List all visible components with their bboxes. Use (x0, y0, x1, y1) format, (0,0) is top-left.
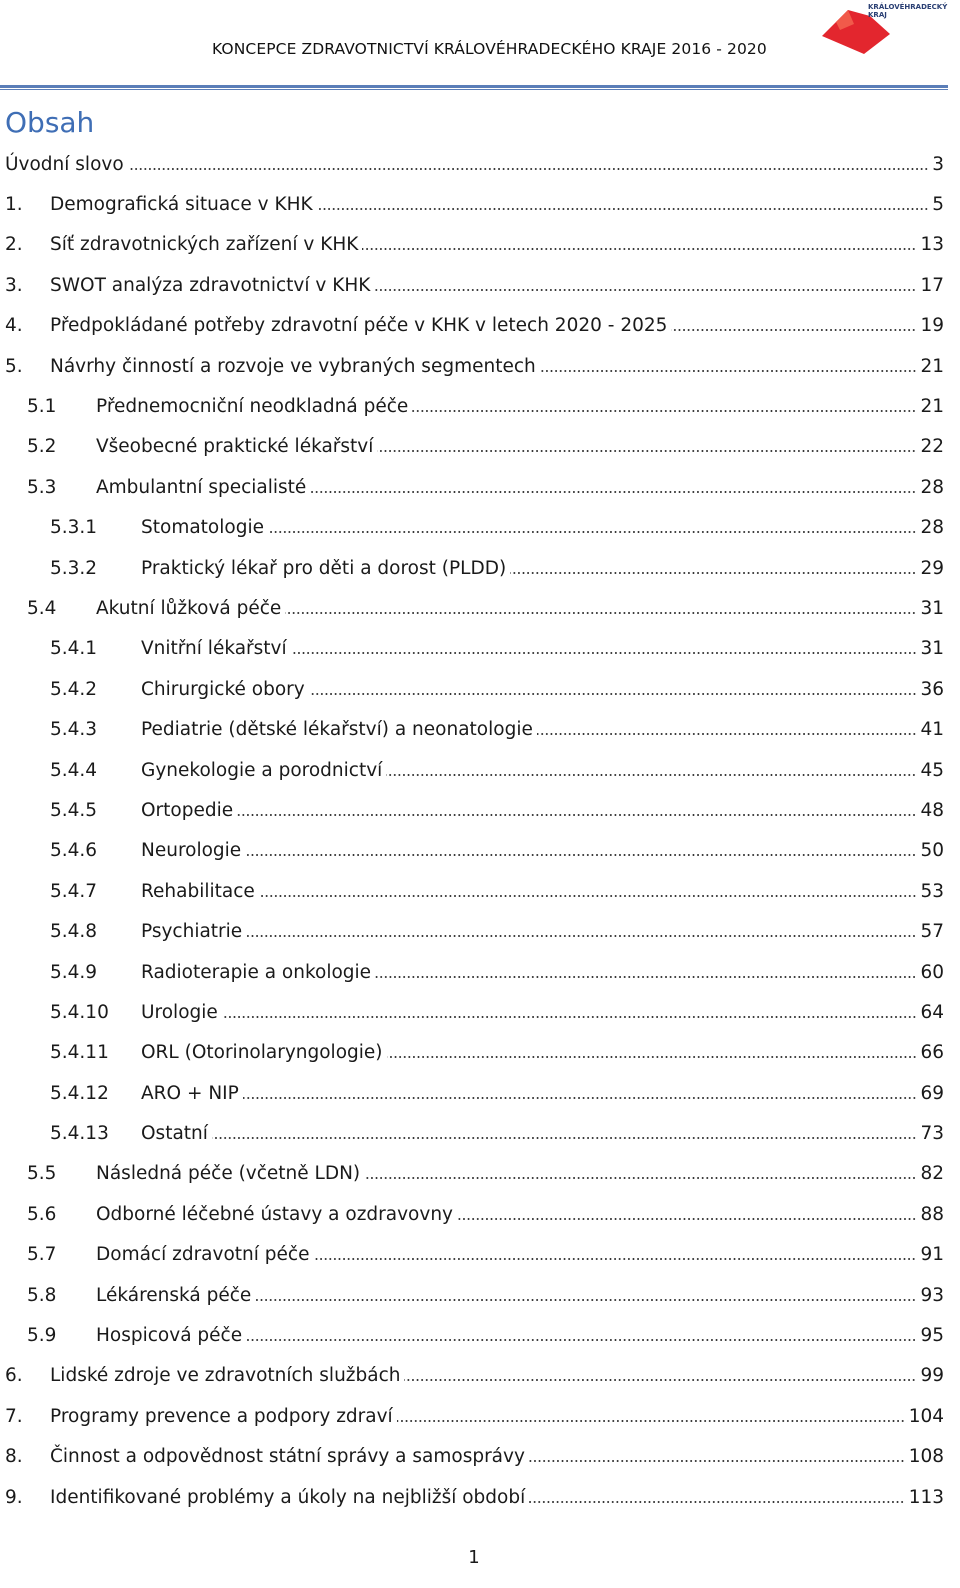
toc-entry-number: 3. (5, 274, 23, 296)
toc-entry-page: 48 (920, 799, 944, 821)
toc-entry-title: Ambulantní specialisté (96, 476, 307, 498)
toc-entry[interactable] (0, 184, 944, 224)
region-logo-text (868, 3, 947, 19)
toc-entry-page: 31 (920, 597, 944, 619)
toc-entry-title: Síť zdravotnických zařízení v KHK (50, 234, 359, 256)
toc-entry[interactable] (0, 1356, 944, 1396)
logo-text-line2: KRAJ (868, 11, 887, 19)
toc-entry-title: Praktický lékař pro děti a dorost (PLDD) (141, 557, 507, 579)
toc-dot-leader (529, 1460, 905, 1462)
toc-entry-number: 5.4.12 (50, 1082, 109, 1104)
toc-entry-number: 5.4.4 (50, 759, 98, 781)
toc-dot-leader (246, 1339, 916, 1341)
toc-dot-leader (397, 1420, 905, 1422)
toc-entry-title: ORL (Otorinolaryngologie) (141, 1042, 383, 1064)
logo-text-line1: KRÁLOVÉHRADECKÝ (868, 3, 948, 11)
toc-entry-page: 3 (932, 153, 944, 175)
toc-entry[interactable] (0, 225, 944, 265)
toc-entry[interactable] (0, 1477, 944, 1517)
toc-entry-title: Rehabilitace (141, 880, 255, 902)
toc-entry-page: 66 (920, 1042, 944, 1064)
toc-dot-leader (374, 289, 916, 291)
toc-entry-number: 5.4.7 (50, 880, 98, 902)
toc-entry-number: 5.3.2 (50, 557, 98, 579)
toc-entry-number: 5.4.6 (50, 840, 98, 862)
toc-entry-title: Demografická situace v KHK (50, 194, 313, 216)
toc-dot-leader (309, 693, 917, 695)
toc-entry-page: 19 (920, 315, 944, 337)
toc-entry-page: 21 (920, 355, 944, 377)
toc-entry-title: Akutní lůžková péče (96, 597, 282, 619)
toc-entry-page: 73 (920, 1123, 944, 1145)
toc-entry[interactable] (0, 427, 944, 467)
toc-entry-title: Lidské zdroje ve zdravotních službách (50, 1365, 401, 1387)
toc-entry-title: Přednemocniční neodkladná péče (96, 396, 409, 418)
toc-entry-number: 5.5 (27, 1163, 57, 1185)
region-logo (818, 0, 958, 62)
toc-entry-title: Domácí zdravotní péče (96, 1244, 310, 1266)
toc-entry[interactable] (0, 750, 944, 790)
toc-entry[interactable] (0, 992, 944, 1032)
toc-entry-title: Úvodní slovo (5, 153, 124, 175)
toc-dot-leader (404, 1379, 916, 1381)
toc-dot-leader (255, 1299, 916, 1301)
toc-entry-number: 2. (5, 234, 23, 256)
toc-dot-leader (375, 976, 916, 978)
table-of-contents (0, 144, 944, 1517)
toc-dot-leader (310, 491, 916, 493)
toc-entry-page: 17 (920, 274, 944, 296)
toc-entry-number: 7. (5, 1405, 23, 1427)
toc-entry-title: Chirurgické obory (141, 678, 305, 700)
toc-entry-page: 82 (920, 1163, 944, 1185)
toc-entry-number: 5.9 (27, 1325, 57, 1347)
toc-dot-leader (540, 370, 917, 372)
toc-dot-leader (245, 854, 916, 856)
toc-entry-title: Pediatrie (dětské lékařství) a neonatologie (141, 719, 533, 741)
toc-entry-title: Ostatní (141, 1123, 208, 1145)
toc-entry-title: Lékárenská péče (96, 1284, 252, 1306)
toc-entry[interactable] (0, 1113, 944, 1153)
toc-entry-title: Návrhy činností a rozvoje ve vybraných segmentech (50, 355, 536, 377)
toc-entry-number: 5. (5, 355, 23, 377)
toc-entry[interactable] (0, 1275, 944, 1315)
toc-entry[interactable] (0, 1154, 944, 1194)
toc-dot-leader (377, 450, 916, 452)
toc-entry-page: 88 (920, 1203, 944, 1225)
toc-entry-number: 5.4.8 (50, 921, 98, 943)
toc-dot-leader (259, 895, 917, 897)
toc-dot-leader (317, 208, 929, 210)
toc-entry-title: ARO + NIP (141, 1082, 239, 1104)
toc-dot-leader (291, 652, 917, 654)
toc-entry-title: Hospicová péče (96, 1325, 243, 1347)
toc-entry-page: 60 (920, 961, 944, 983)
toc-entry-page: 36 (920, 678, 944, 700)
toc-dot-leader (510, 572, 916, 574)
toc-entry-title: Následná péče (včetně LDN) (96, 1163, 361, 1185)
toc-entry[interactable] (0, 1396, 944, 1436)
toc-entry-number: 5.4.2 (50, 678, 98, 700)
toc-entry-page: 28 (920, 517, 944, 539)
toc-entry[interactable] (0, 588, 944, 628)
toc-entry-number: 5.1 (27, 396, 57, 418)
toc-dot-leader (364, 1177, 916, 1179)
toc-entry-page: 64 (920, 1001, 944, 1023)
toc-entry[interactable] (0, 1315, 944, 1355)
toc-entry-number: 5.8 (27, 1284, 57, 1306)
toc-entry-number: 4. (5, 315, 23, 337)
toc-entry-page: 57 (920, 921, 944, 943)
header-rule (0, 85, 948, 88)
toc-dot-leader (237, 814, 916, 816)
toc-entry-page: 93 (920, 1284, 944, 1306)
toc-dot-leader (268, 531, 916, 533)
toc-entry-title: Radioterapie a onkologie (141, 961, 372, 983)
toc-entry[interactable] (0, 1033, 944, 1073)
toc-entry[interactable] (0, 952, 944, 992)
toc-entry-number: 1. (5, 194, 23, 216)
toc-entry-page: 41 (920, 719, 944, 741)
toc-entry-number: 5.4.5 (50, 799, 98, 821)
toc-entry-number: 5.4.13 (50, 1123, 109, 1145)
toc-entry-page: 113 (908, 1486, 944, 1508)
toc-dot-leader (457, 1218, 916, 1220)
toc-entry-number: 5.4.1 (50, 638, 98, 660)
toc-entry[interactable] (0, 1194, 944, 1234)
toc-dot-leader (529, 1501, 904, 1503)
toc-entry-number: 5.3 (27, 476, 57, 498)
toc-dot-leader (671, 329, 916, 331)
toc-entry-number: 5.7 (27, 1244, 57, 1266)
toc-dot-leader (243, 1097, 917, 1099)
toc-entry-number: 5.2 (27, 436, 57, 458)
toc-entry[interactable] (0, 467, 944, 507)
toc-entry-page: 29 (920, 557, 944, 579)
toc-dot-leader (412, 410, 916, 412)
toc-dot-leader (537, 733, 917, 735)
toc-entry[interactable] (0, 346, 944, 386)
document-header-title: KONCEPCE ZDRAVOTNICTVÍ KRÁLOVÉHRADECKÉHO KRAJE 2016 - 2020 (212, 40, 767, 58)
toc-entry[interactable] (0, 629, 944, 669)
page-number: 1 (468, 1547, 480, 1568)
toc-entry[interactable] (0, 548, 944, 588)
toc-entry[interactable] (0, 1235, 944, 1275)
toc-entry[interactable] (0, 1073, 944, 1113)
toc-entry-page: 22 (920, 436, 944, 458)
toc-entry-number: 5.6 (27, 1203, 57, 1225)
toc-entry-page: 50 (920, 840, 944, 862)
toc-entry-number: 5.4 (27, 597, 57, 619)
toc-entry-number: 5.3.1 (50, 517, 98, 539)
toc-heading: Obsah (5, 106, 95, 139)
toc-entry-number: 5.4.10 (50, 1001, 109, 1023)
toc-entry[interactable] (0, 1437, 944, 1477)
toc-dot-leader (313, 1258, 916, 1260)
toc-entry-number: 9. (5, 1486, 23, 1508)
toc-entry-page: 28 (920, 476, 944, 498)
toc-dot-leader (246, 935, 916, 937)
toc-entry-page: 13 (920, 234, 944, 256)
toc-entry-title: Ortopedie (141, 799, 234, 821)
toc-entry-page: 108 (908, 1446, 944, 1468)
toc-dot-leader (387, 1056, 917, 1058)
toc-entry-title: Všeobecné praktické lékařství (96, 436, 374, 458)
toc-entry-title: Předpokládané potřeby zdravotní péče v KHK v letech 2020 - 2025 (50, 315, 668, 337)
toc-entry-title: Činnost a odpovědnost státní správy a samosprávy (50, 1446, 525, 1468)
toc-entry[interactable] (0, 386, 944, 426)
toc-entry-page: 31 (920, 638, 944, 660)
toc-dot-leader (212, 1137, 917, 1139)
toc-dot-leader (222, 1016, 917, 1018)
toc-entry-number: 8. (5, 1446, 23, 1468)
toc-entry-title: Programy prevence a podpory zdraví (50, 1405, 393, 1427)
toc-entry-page: 104 (908, 1405, 944, 1427)
toc-entry-title: SWOT analýza zdravotnictví v KHK (50, 274, 371, 296)
toc-entry-number: 5.4.9 (50, 961, 98, 983)
toc-entry-title: Neurologie (141, 840, 242, 862)
toc-entry-page: 69 (920, 1082, 944, 1104)
toc-entry[interactable] (0, 709, 944, 749)
toc-entry-title: Stomatologie (141, 517, 264, 539)
toc-dot-leader (362, 248, 916, 250)
toc-entry-page: 53 (920, 880, 944, 902)
toc-entry[interactable] (0, 265, 944, 305)
toc-entry[interactable] (0, 871, 944, 911)
toc-dot-leader (285, 612, 916, 614)
toc-entry-page: 21 (920, 396, 944, 418)
toc-entry-title: Urologie (141, 1001, 218, 1023)
toc-entry[interactable] (0, 508, 944, 548)
toc-entry-page: 45 (920, 759, 944, 781)
toc-entry-page: 95 (920, 1325, 944, 1347)
header-rule-thin (0, 89, 948, 90)
toc-entry-title: Psychiatrie (141, 921, 243, 943)
toc-entry[interactable] (0, 831, 944, 871)
toc-entry-page: 5 (932, 194, 944, 216)
toc-entry-number: 5.4.3 (50, 719, 98, 741)
toc-entry-title: Vnitřní lékařství (141, 638, 287, 660)
toc-dot-leader (386, 774, 916, 776)
toc-entry-title: Odborné léčebné ústavy a ozdravovny (96, 1203, 453, 1225)
toc-entry-page: 91 (920, 1244, 944, 1266)
toc-entry[interactable] (0, 911, 944, 951)
toc-entry-page: 99 (920, 1365, 944, 1387)
toc-entry-number: 6. (5, 1365, 23, 1387)
toc-dot-leader (128, 168, 929, 170)
toc-entry-title: Gynekologie a porodnictví (141, 759, 383, 781)
toc-entry[interactable] (0, 669, 944, 709)
toc-entry[interactable] (0, 790, 944, 830)
toc-entry[interactable] (0, 306, 944, 346)
toc-entry-number: 5.4.11 (50, 1042, 109, 1064)
toc-entry-title: Identifikované problémy a úkoly na nejbližší období (50, 1486, 526, 1508)
toc-entry[interactable] (0, 144, 944, 184)
